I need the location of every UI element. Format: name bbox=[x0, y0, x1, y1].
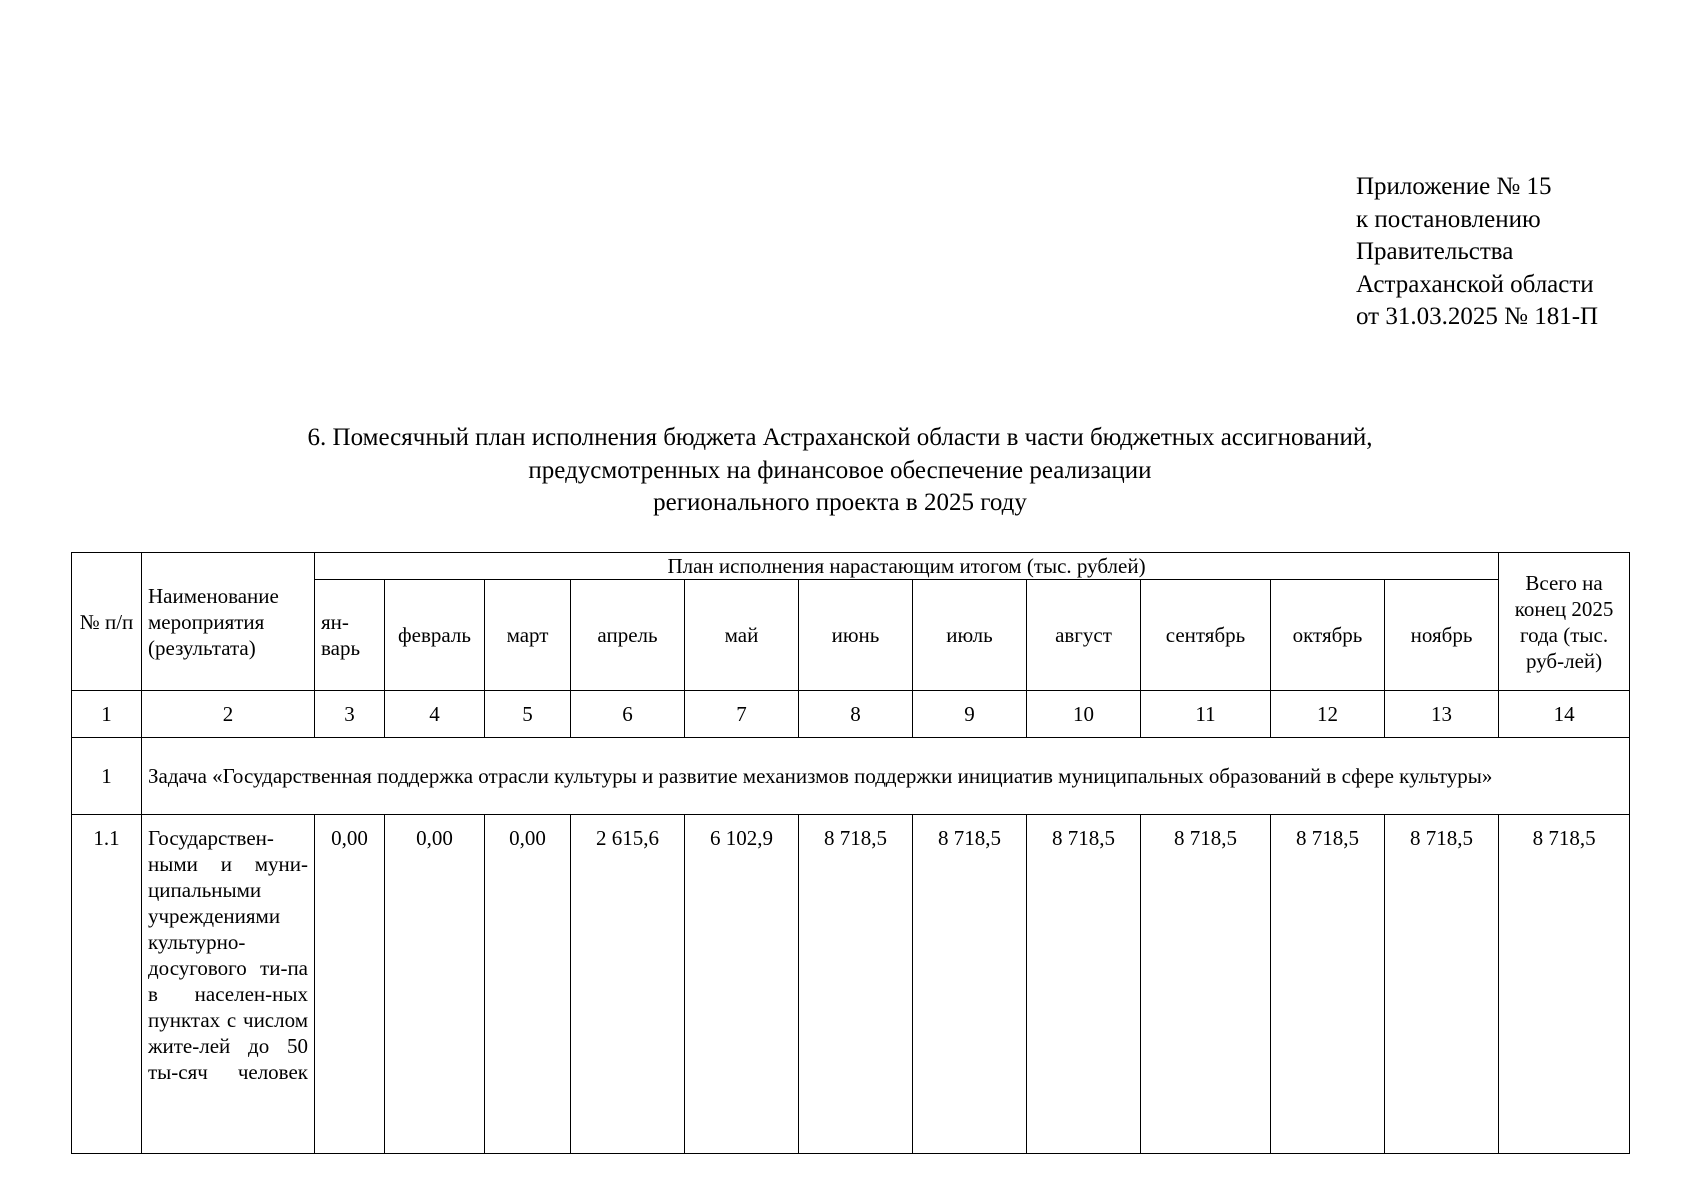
column-number: 1 bbox=[72, 691, 142, 738]
row-value: 0,00 bbox=[385, 815, 485, 1154]
column-number: 6 bbox=[571, 691, 685, 738]
header-total: Всего на конец 2025 года (тыс. руб-лей) bbox=[1499, 553, 1630, 691]
task-text: Задача «Государственная поддержка отрасли культуры и развитие механизмов поддержки инициатив муниципальных образований в сфере культуры» bbox=[142, 738, 1630, 815]
header-month: апрель bbox=[571, 580, 685, 691]
header-plan: План исполнения нарастающим итогом (тыс. рублей) bbox=[315, 553, 1499, 580]
column-number: 13 bbox=[1385, 691, 1499, 738]
appendix-line: от 31.03.2025 № 181-П bbox=[1356, 303, 1599, 330]
row-value: 6 102,9 bbox=[685, 815, 799, 1154]
budget-plan-table bbox=[71, 552, 1630, 1154]
appendix-block bbox=[1356, 171, 1598, 334]
column-number: 11 bbox=[1141, 691, 1271, 738]
column-number: 7 bbox=[685, 691, 799, 738]
column-number: 14 bbox=[1499, 691, 1630, 738]
row-name: Государствен-ными и муни-ципальными учреждениями культурно-досугового ти-па в населен-ных пунктах с числом жите-лей до 50 ты-сяч человек bbox=[142, 815, 315, 1154]
row-value: 8 718,5 bbox=[799, 815, 913, 1154]
appendix-line: Астраханской области bbox=[1356, 270, 1594, 298]
row-value: 8 718,5 bbox=[913, 815, 1027, 1154]
header-num: № п/п bbox=[72, 553, 142, 691]
task-num: 1 bbox=[72, 738, 142, 815]
document-title bbox=[160, 422, 1520, 520]
row-value: 0,00 bbox=[315, 815, 385, 1154]
header-month: октябрь bbox=[1271, 580, 1385, 691]
column-number: 8 bbox=[799, 691, 913, 738]
appendix-line: к постановлению bbox=[1356, 205, 1541, 233]
column-number: 4 bbox=[385, 691, 485, 738]
header-month: ноябрь bbox=[1385, 580, 1499, 691]
header-month: сентябрь bbox=[1141, 580, 1271, 691]
row-num: 1.1 bbox=[72, 815, 142, 1154]
title-line: 6. Помесячный план исполнения бюджета Астраханской области в части бюджетных ассигнований, bbox=[307, 424, 1373, 451]
title-line: предусмотренных на финансовое обеспечение реализации bbox=[528, 456, 1152, 484]
column-number: 12 bbox=[1271, 691, 1385, 738]
row-value: 0,00 bbox=[485, 815, 571, 1154]
header-month: март bbox=[485, 580, 571, 691]
table-row bbox=[72, 815, 1630, 1154]
row-value: 8 718,5 bbox=[1271, 815, 1385, 1154]
header-month: август bbox=[1027, 580, 1141, 691]
appendix-line: Правительства bbox=[1356, 238, 1514, 265]
row-value: 2 615,6 bbox=[571, 815, 685, 1154]
header-month: ян-варь bbox=[315, 580, 385, 691]
row-value: 8 718,5 bbox=[1385, 815, 1499, 1154]
header-month: февраль bbox=[385, 580, 485, 691]
column-number: 2 bbox=[142, 691, 315, 738]
column-number: 9 bbox=[913, 691, 1027, 738]
header-month: май bbox=[685, 580, 799, 691]
row-value: 8 718,5 bbox=[1027, 815, 1141, 1154]
header-month: июль bbox=[913, 580, 1027, 691]
column-number: 3 bbox=[315, 691, 385, 738]
header-name: Наименование мероприятия (результата) bbox=[142, 553, 315, 691]
column-number: 5 bbox=[485, 691, 571, 738]
header-month: июнь bbox=[799, 580, 913, 691]
row-total: 8 718,5 bbox=[1499, 815, 1630, 1154]
column-number: 10 bbox=[1027, 691, 1141, 738]
appendix-line: Приложение № 15 bbox=[1356, 173, 1552, 200]
row-value: 8 718,5 bbox=[1141, 815, 1271, 1154]
title-line: регионального проекта в 2025 году bbox=[653, 489, 1027, 516]
